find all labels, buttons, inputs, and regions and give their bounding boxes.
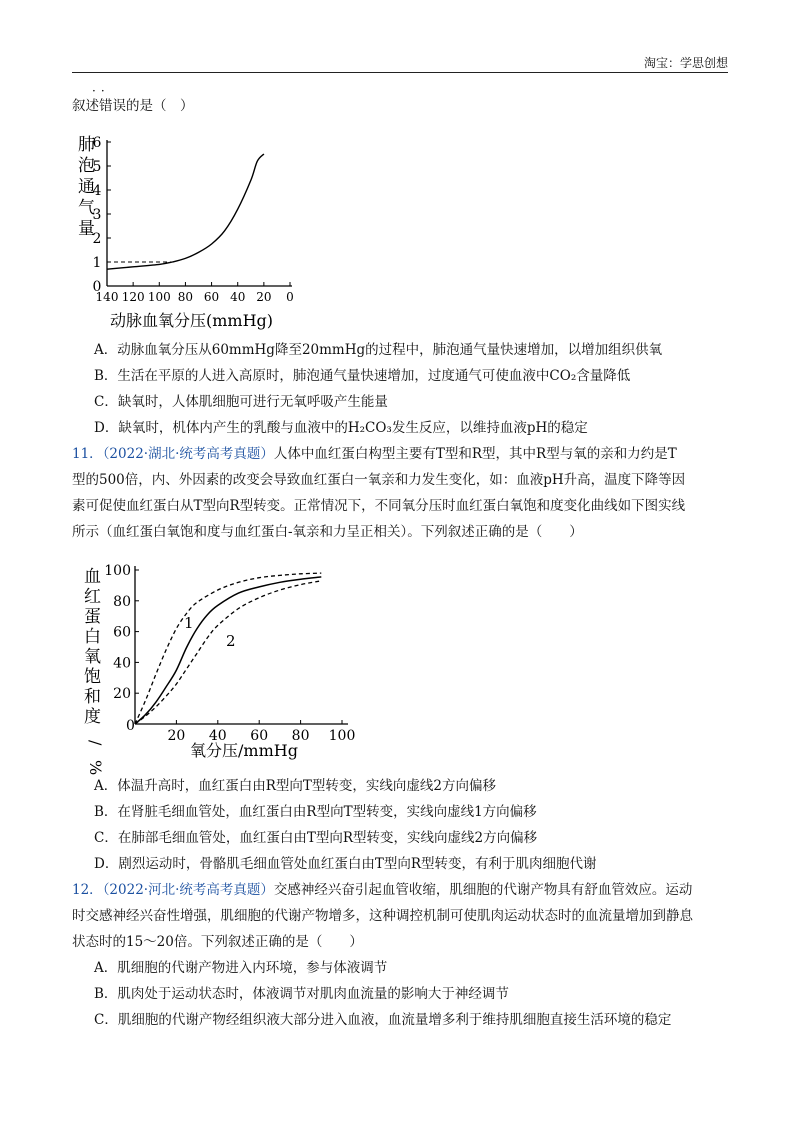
chart-2 xyxy=(80,552,380,776)
header-rule xyxy=(72,72,728,73)
q11-option-d: D．剧烈运动时，骨骼肌毛细血管处血红蛋白由T型向R型转变，有利于肌肉细胞代谢 xyxy=(94,856,597,872)
chart2-curve-2 xyxy=(135,581,321,724)
chart1-ylabel-char: 气 xyxy=(78,198,95,218)
chart2-ylabel-char: % xyxy=(86,760,105,776)
intro-line: 叙述错误的是（ ） xyxy=(72,98,194,114)
chart1-xtick-label: 80 xyxy=(177,290,194,304)
chart1-ytick-label: 3 xyxy=(92,207,102,223)
q11-option-b: B．在肾脏毛细血管处，血红蛋白由R型向T型转变，实线向虚线1方向偏移 xyxy=(94,804,537,820)
q12-number: 12． xyxy=(72,882,103,898)
q12-option-b: B．肌肉处于运动状态时，体液调节对肌肉血流量的影响大于神经调节 xyxy=(94,986,509,1002)
chart1-xtick-label: 100 xyxy=(147,290,171,304)
q11-line4: 所示（血红蛋白氧饱和度与血红蛋白-氧亲和力呈正相关）。下列叙述正确的是（ ） xyxy=(72,524,583,540)
q12-line1 xyxy=(72,880,692,900)
chart2-ylabel-char: 度 xyxy=(84,707,101,727)
chart2-ylabel-char: 饱 xyxy=(84,667,101,687)
chart2-xtick-label: 40 xyxy=(208,728,227,744)
q11-option-c: C．在肺部毛细血管处，血红蛋白由T型向R型转变，实线向虚线2方向偏移 xyxy=(94,830,538,846)
page-header xyxy=(72,52,728,72)
q10-option-c: C．缺氧时，人体肌细胞可进行无氧呼吸产生能量 xyxy=(94,394,388,410)
q11-number: 11． xyxy=(72,446,103,462)
chart1-ytick-label: 6 xyxy=(92,135,102,151)
chart1-ylabel-char: 肺 xyxy=(78,135,95,155)
chart2-ylabel-char: 红 xyxy=(84,587,101,607)
q12-option-c: C．肌细胞的代谢产物经组织液大部分进入血液，血流量增多利于维持肌细胞直接生活环境的稳定 xyxy=(94,1012,672,1028)
chart1-ytick-label: 4 xyxy=(92,183,102,199)
chart1-ylabel-char: 量 xyxy=(78,219,95,239)
chart1-curve xyxy=(107,154,264,269)
q11-text-1: 人体中血红蛋白构型主要有T型和R型，其中R型与氧的亲和力约是T xyxy=(273,446,677,462)
chart1-xtick-label: 0 xyxy=(286,290,294,304)
chart2-ytick-label: 80 xyxy=(113,593,131,610)
chart2-ylabel-char: 白 xyxy=(84,627,101,647)
chart2-zero-label: 0 xyxy=(126,718,135,734)
chart1-xtick-label: 40 xyxy=(230,290,246,304)
chart-1 xyxy=(72,128,332,338)
chart1-ytick-label: 2 xyxy=(92,231,102,247)
q10-option-b: B．生活在平原的人进入高原时，肺泡通气量快速增加，过度通气可使血液中CO₂含量降低 xyxy=(94,368,631,384)
chart2-xtick-label: 20 xyxy=(167,728,186,744)
chart2-ylabel-char: 血 xyxy=(84,567,101,587)
q10-option-a: A．动脉血氧分压从60mmHg降至20mmHg的过程中，肺泡通气量快速增加，以增加组织供氧 xyxy=(94,342,663,358)
chart2-xlabel: 氧分压/mmHg xyxy=(190,741,298,760)
chart1-xtick-label: 120 xyxy=(121,290,145,304)
header-text: 淘宝：学思创想 xyxy=(643,56,728,70)
chart2-xtick-label: 60 xyxy=(250,728,269,744)
q12-source: （2022·河北·统考高考真题） xyxy=(102,882,274,898)
q12-text-1: 交感神经兴奋引起血管收缩，肌细胞的代谢产物具有舒血管效应。运动 xyxy=(273,882,693,898)
chart2-ylabel-char: 蛋 xyxy=(84,607,101,627)
chart2-curve1-label: 1 xyxy=(184,614,194,632)
chart1-ytick-label: 5 xyxy=(92,159,102,175)
q11-option-a: A．体温升高时，血红蛋白由R型向T型转变，实线向虚线2方向偏移 xyxy=(94,778,497,794)
chart1-ylabel-char: 通 xyxy=(78,177,95,197)
chart2-ytick-label: 100 xyxy=(104,563,131,579)
emphasis-dots: ·· xyxy=(92,84,110,98)
q11-line3: 素可促使血红蛋白从T型向R型转变。正常情况下，不同氧分压时血红蛋白氧饱和度变化曲线如下图实线 xyxy=(72,498,686,514)
q12-option-a: A．肌细胞的代谢产物进入内环境，参与体液调节 xyxy=(94,960,388,976)
chart2-ytick-label: 20 xyxy=(113,686,131,703)
chart2-curve-solid xyxy=(135,577,321,724)
q11-line2: 型的500倍，内、外因素的改变会导致血红蛋白一氧亲和力发生变化，如：血液pH升高，温度下降等因 xyxy=(72,472,686,488)
chart1-ytick-label: 0 xyxy=(92,279,102,295)
chart2-curve2-label: 2 xyxy=(226,632,236,650)
chart1-xtick-label: 140 xyxy=(95,290,119,304)
chart1-ylabel-char: 泡 xyxy=(78,156,95,176)
q11-source: （2022·湖北·统考高考真题） xyxy=(102,446,274,462)
q11-line1 xyxy=(72,444,677,464)
chart2-ylabel-char: 和 xyxy=(84,687,101,707)
chart1-xtick-label: 60 xyxy=(203,290,220,304)
chart2-ytick-label: 40 xyxy=(113,655,131,672)
chart2-xtick-label: 80 xyxy=(291,728,310,744)
chart1-xtick-label: 20 xyxy=(256,290,272,304)
q12-line2: 时交感神经兴奋性增强，肌细胞的代谢产物增多，这种调控机制可使肌肉运动状态时的血流量增加到静息 xyxy=(72,908,693,924)
chart2-xtick-label: 100 xyxy=(328,728,356,744)
chart2-ylabel-char: 氧 xyxy=(84,647,101,667)
chart1-xlabel: 动脉血氧分压(mmHg) xyxy=(110,311,274,330)
q12-line3: 状态时的15～20倍。下列叙述正确的是（ ） xyxy=(72,934,363,950)
chart2-ytick-label: 60 xyxy=(113,624,131,641)
chart1-ytick-label: 1 xyxy=(92,255,102,271)
chart2-ylabel-char: / xyxy=(86,740,105,746)
chart2-ylabel xyxy=(84,567,105,775)
q10-option-d: D．缺氧时，机体内产生的乳酸与血液中的H₂CO₃发生反应，以维持血液pH的稳定 xyxy=(94,420,588,436)
